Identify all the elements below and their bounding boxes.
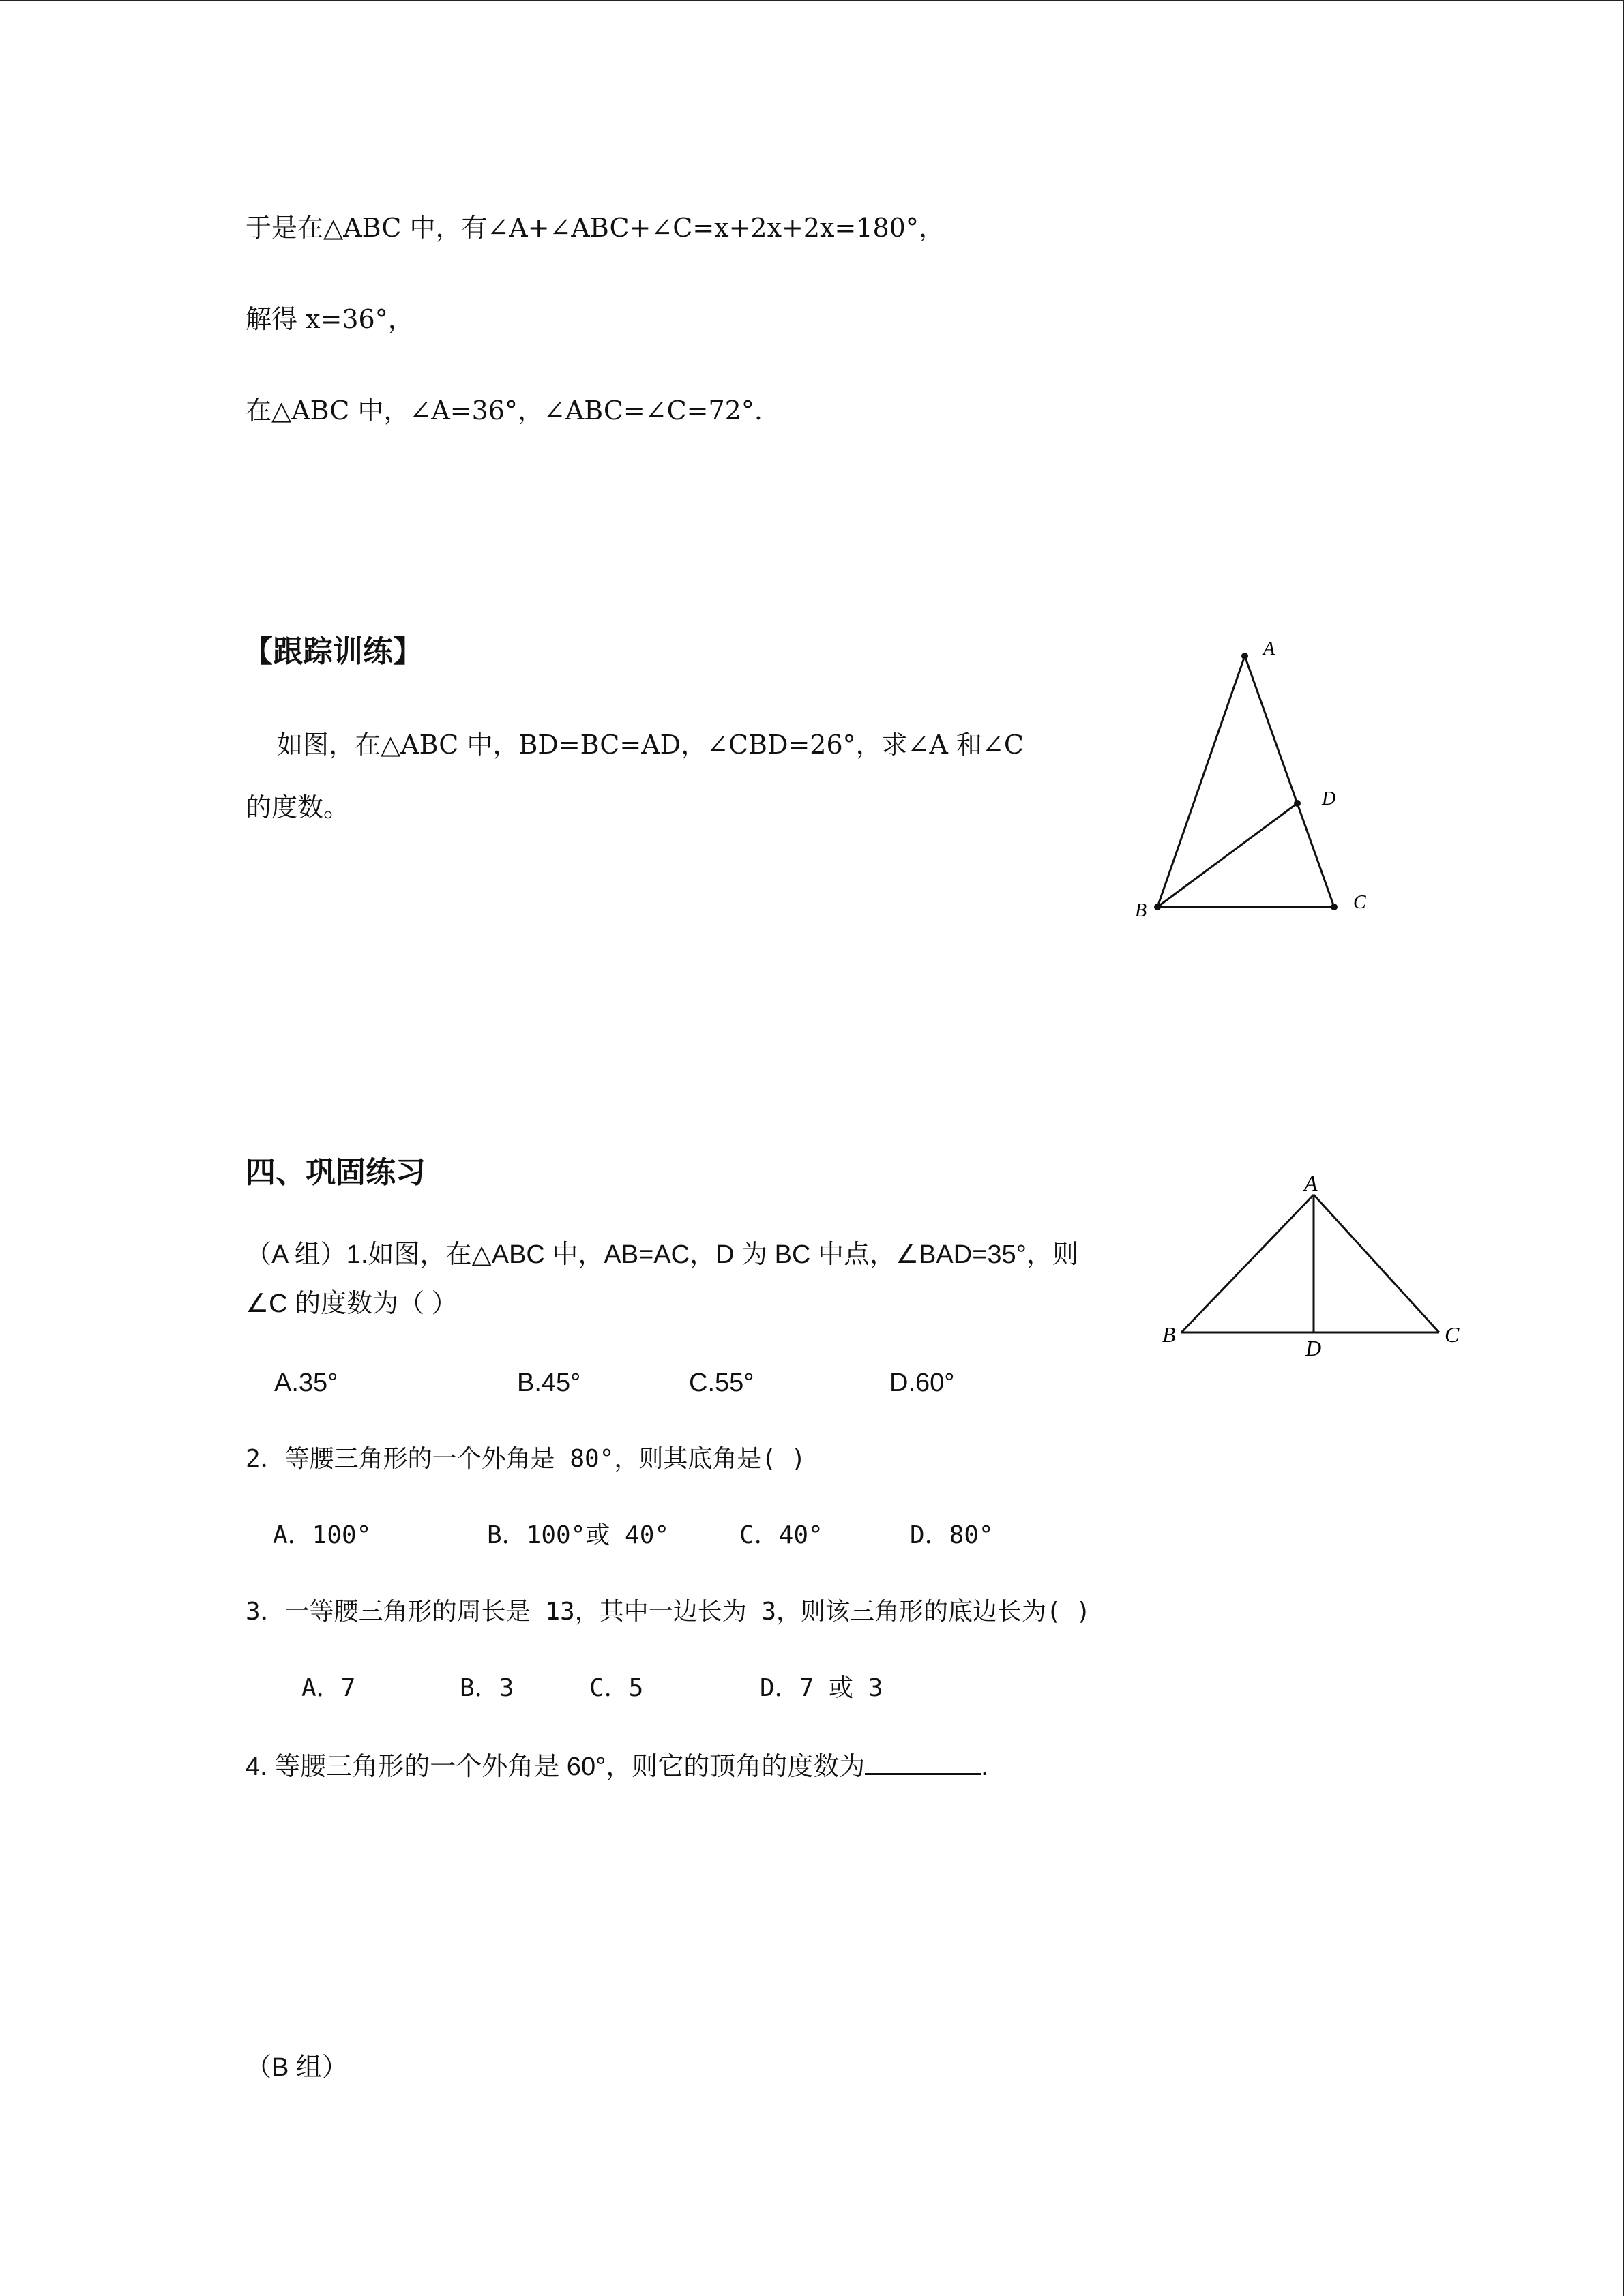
q1-option-a: A.35° (274, 1369, 338, 1397)
segment-ac (1314, 1195, 1439, 1332)
q2-option-b: B．100°或 40° (487, 1521, 670, 1549)
tracking-heading: 【跟踪训练】 (243, 634, 423, 669)
q2-option-a: A．100° (273, 1521, 372, 1549)
q2-text: 2．等腰三角形的一个外角是 80°，则其底角是( ) (246, 1445, 806, 1473)
q1-triangle-figure (1153, 1167, 1480, 1358)
tracking-triangle-figure (1119, 634, 1391, 934)
point-d (1294, 800, 1301, 807)
q3-option-b: B．3 (460, 1674, 514, 1702)
q3-option-c: C．5 (589, 1674, 644, 1702)
label-c: C (1445, 1322, 1460, 1347)
q2-option-d: D．80° (910, 1521, 994, 1549)
point-c (1331, 904, 1338, 910)
q4-text: 4. 等腰三角形的一个外角是 60°，则它的顶角的度数为 (246, 1753, 866, 1781)
q1-option-c: C.55° (689, 1369, 754, 1397)
label-b: B (1162, 1322, 1176, 1347)
q2-option-c: C．40° (739, 1521, 823, 1549)
tracking-text-1: 如图，在△ABC 中，BD=BC=AD，∠CBD=26°，求∠A 和∠C (277, 730, 1024, 760)
segment-ab (1181, 1195, 1314, 1332)
q3-option-a: A．7 (301, 1674, 356, 1702)
tracking-text-2: 的度数。 (246, 792, 350, 822)
label-d: D (1305, 1336, 1322, 1358)
q1-line-1: （A 组）1.如图，在△ABC 中，AB=AC，D 为 BC 中点，∠BAD=35°，则 (246, 1240, 1078, 1269)
point-a (1241, 653, 1248, 659)
q4-answer-blank[interactable] (865, 1750, 981, 1775)
point-b (1154, 904, 1161, 910)
page-top-border (0, 0, 1624, 1)
label-a: A (1263, 638, 1275, 659)
solution-line-1: 于是在△ABC 中，有∠A+∠ABC+∠C=x+2x+2x=180°， (246, 213, 945, 243)
q1-option-b: B.45° (517, 1369, 581, 1397)
label-a: A (1304, 1171, 1318, 1195)
consolidation-heading: 四、巩固练习 (246, 1155, 426, 1190)
q3-text: 3．一等腰三角形的周长是 13，其中一边长为 3，则该三角形的底边长为( ) (246, 1598, 1091, 1626)
segment-bd (1157, 803, 1297, 907)
segment-ab (1157, 656, 1245, 907)
q1-option-d: D.60° (889, 1369, 955, 1397)
segment-ac (1245, 656, 1334, 907)
q4-suffix: . (981, 1753, 988, 1781)
group-b-label: （B 组） (246, 2053, 348, 2082)
label-c: C (1353, 892, 1366, 913)
q4-line (246, 1750, 988, 1783)
solution-line-3: 在△ABC 中，∠A=36°，∠ABC=∠C=72°. (246, 396, 763, 426)
solution-line-2: 解得 x=36°， (246, 304, 414, 334)
label-d: D (1322, 788, 1336, 809)
label-b: B (1135, 900, 1147, 921)
q1-line-2: ∠C 的度数为（ ） (246, 1289, 458, 1318)
q3-option-d: D．7 或 3 (760, 1674, 883, 1702)
